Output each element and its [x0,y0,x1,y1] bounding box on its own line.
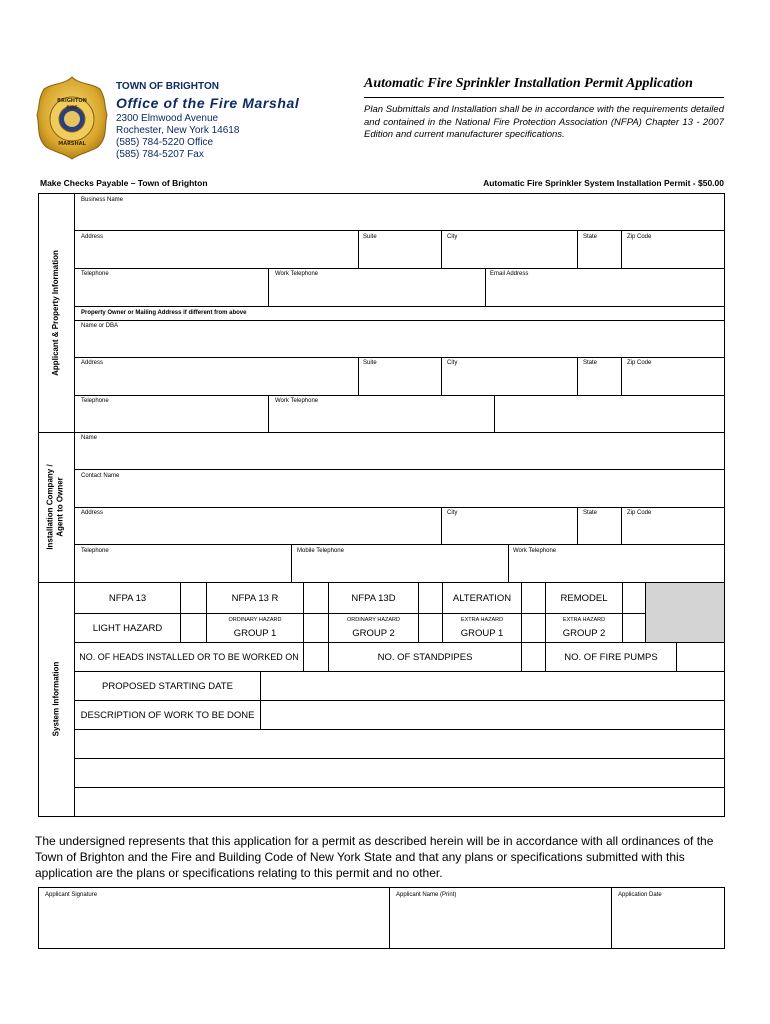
ordinary-hazard-1-label: ORDINARY HAZARD [228,617,282,623]
section-applicant [38,193,74,432]
badge-text-top: BRIGHTON [57,98,87,104]
fax-number: (585) 784-5207 Fax [116,149,204,160]
ordinary-hazard-2-label: ORDINARY HAZARD [347,617,400,623]
badge-text-mid: FIRE [66,106,78,111]
owner-work-telephone-label: Work Telephone [275,398,319,404]
extra-group2-label: GROUP 2 [562,628,606,639]
address-line-2: Rochester, New York 14618 [116,125,240,136]
heads-label: NO. OF HEADS INSTALLED OR TO BE WORKED ON [79,652,299,662]
section-applicant-label: Applicant & Property Information [51,249,61,376]
extra-group1-label: GROUP 1 [460,628,504,639]
work-telephone-label: Work Telephone [275,271,319,277]
suite-label: Suite [363,234,377,240]
owner-address-label: Address [81,360,104,366]
permit-fee: Automatic Fire Sprinkler System Installation Permit - $50.00 [483,178,724,188]
alteration-label: ALTERATION [452,593,512,604]
make-checks-payable: Make Checks Payable – Town of Brighton [40,178,208,188]
description-label: DESCRIPTION OF WORK TO BE DONE [80,710,255,721]
grey-cell [646,583,724,642]
section-installer-line-1: Installation Company / [46,464,55,550]
installer-city-label: City [447,510,458,516]
state-label: State [583,234,598,240]
light-hazard-label: LIGHT HAZARD [92,623,163,634]
nfpa13-label: NFPA 13 [108,593,147,604]
ordinary-group2-label: GROUP 2 [352,628,395,639]
office-name: Office of the Fire Marshal [116,95,300,111]
applicant-name-label: Applicant Name (Print) [396,892,457,898]
owner-city-label: City [447,360,458,366]
business-name-label: Business Name [81,197,124,203]
installer-telephone-label: Telephone [81,548,109,554]
installer-name-label: Name [81,435,98,441]
installer-zip-label: Zip Code [627,510,652,516]
form-subtitle: Plan Submittals and Installation shall be in accordance with the requirements detailed and contained in the National Fire Protection Association (NFPA) Chapter 13 - 2007 Edition and current manufacturer specifications. [364,104,724,140]
address-line-1: 2300 Elmwood Avenue [116,113,219,124]
nfpa13d-label: NFPA 13D [351,593,396,604]
application-date-label: Application Date [618,892,662,898]
certification-statement: The undersigned represents that this application for a permit as described herein will be in accordance with all ordinances of the Town of Brighton and the Fire and Building Code of New York State and that any plans or specifications submitted with this application are the plans or specifications relating to this permit and no other. [35,834,714,880]
fire-pumps-label: NO. OF FIRE PUMPS [564,652,658,663]
extra-hazard-2-label: EXTRA HAZARD [562,617,606,623]
name-dba-label: Name or DBA [81,323,119,329]
section-installer-label [46,464,66,549]
standpipes-label: NO. OF STANDPIPES [377,652,473,663]
installer-work-telephone-label: Work Telephone [513,548,557,554]
remodel-label: REMODEL [560,593,608,604]
email-label: Email Address [490,271,529,277]
owner-header: Property Owner or Mailing Address if different from above [81,310,247,316]
installer-state-label: State [583,510,598,516]
fire-marshal-badge [34,75,110,161]
applicant-signature-label: Applicant Signature [45,892,98,898]
section-installer [38,432,74,582]
owner-state-label: State [583,360,598,366]
town-name: TOWN OF BRIGHTON [116,81,219,92]
office-phone: (585) 784-5220 Office [116,137,214,148]
owner-suite-label: Suite [363,360,377,366]
owner-zip-label: Zip Code [627,360,652,366]
ordinary-group1-label: GROUP 1 [233,628,277,639]
section-system-label: System Information [51,661,60,737]
badge-text-bottom: MARSHAL [58,141,86,147]
form-title: Automatic Fire Sprinkler Installation Permit Application [364,76,693,91]
title-divider [364,97,724,98]
zip-label: Zip Code [627,234,652,240]
section-installer-line-2: Agent to Owner [56,477,65,537]
section-system [38,582,74,816]
city-label: City [447,234,458,240]
contact-name-label: Contact Name [81,473,120,479]
nfpa13r-label: NFPA 13 R [231,593,279,604]
telephone-label: Telephone [81,271,109,277]
installer-address-label: Address [81,510,104,516]
mobile-telephone-label: Mobile Telephone [297,548,344,554]
extra-hazard-1-label: EXTRA HAZARD [460,617,504,623]
start-date-label: PROPOSED STARTING DATE [102,681,233,692]
owner-telephone-label: Telephone [81,398,109,404]
address-label: Address [81,234,104,240]
